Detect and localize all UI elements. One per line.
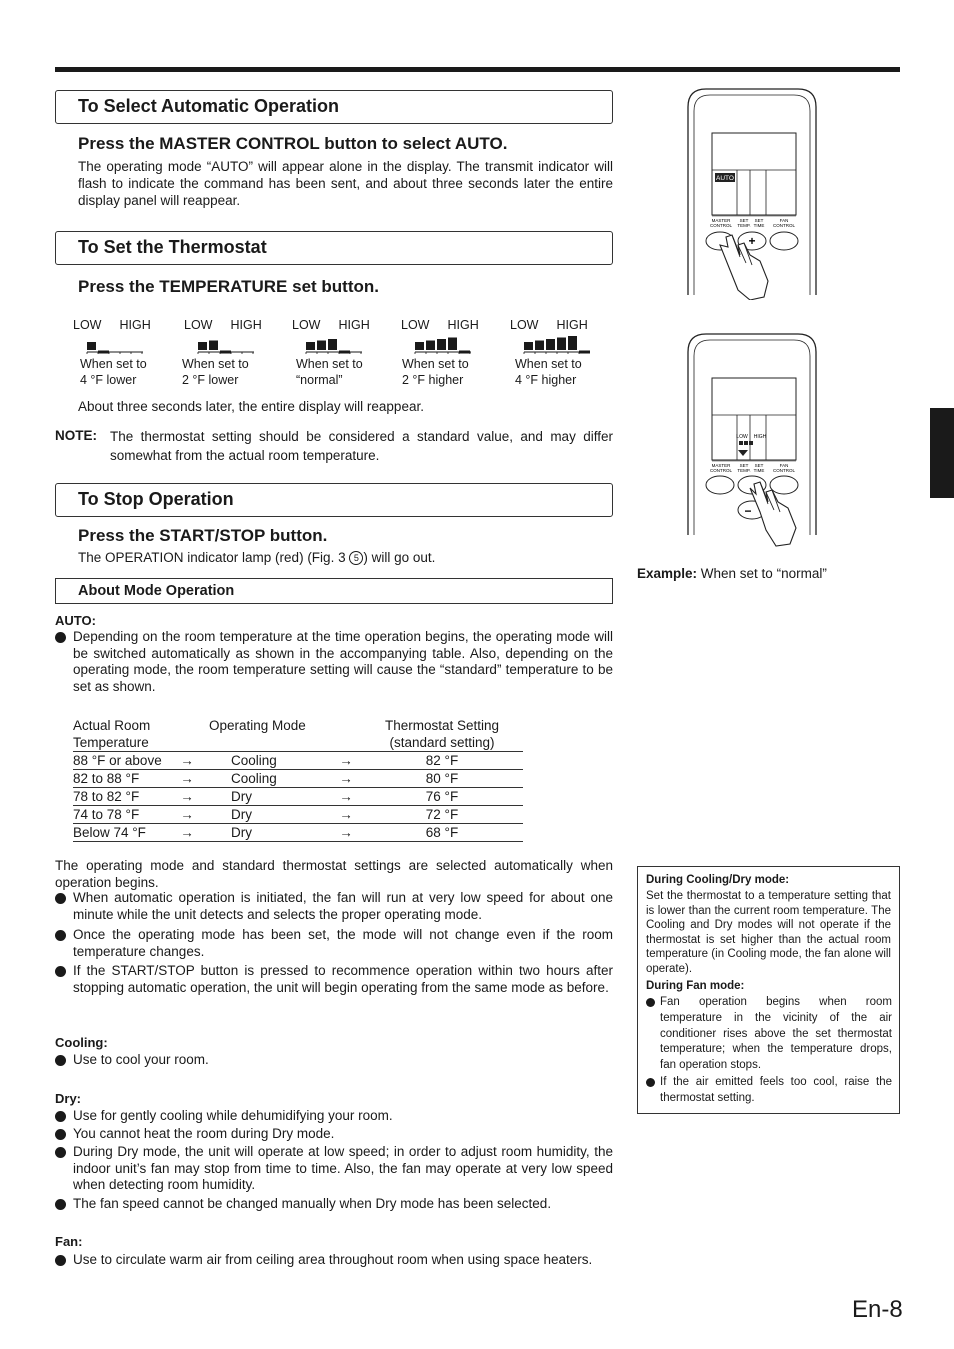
section-auto-subheading: Press the MASTER CONTROL button to select AUTO. (78, 134, 508, 153)
page-number: En-8 (852, 1296, 903, 1323)
high-label: HIGH (119, 318, 151, 332)
level-bar-icon (85, 332, 165, 354)
auto-behavior-bullet-1: When automatic operation is initiated, the fan will run at very low speed for about one minute while the unit detects and selects the proper operating mode. (55, 890, 613, 923)
bullet-dot (55, 1147, 66, 1158)
note-text: The thermostat setting should be considered a standard value, and may differ somewhat from the actual room temperature. (110, 429, 613, 463)
svg-text:FAN: FAN (779, 463, 789, 468)
section-stop-body: The OPERATION indicator lamp (red) (Fig. 3 5 ) will go out. (78, 550, 436, 565)
svg-text:CONTROL: CONTROL (709, 468, 733, 473)
svg-text:MASTER: MASTER (711, 463, 731, 468)
svg-text:TEMP.: TEMP. (737, 468, 751, 473)
svg-text:TIME: TIME (753, 223, 765, 228)
svg-text:MASTER: MASTER (711, 218, 731, 223)
dry-bullet-1: Use for gently cooling while dehumidifying your room. (55, 1108, 613, 1125)
section-stop-title: To Stop Operation (78, 489, 234, 509)
level-bar-icon (304, 332, 384, 354)
table-row: 88 °F or above → Cooling → 82 °F (73, 752, 523, 770)
level-caption: When set to 4 °F lower (80, 357, 147, 387)
svg-text:TEMP.: TEMP. (737, 223, 751, 228)
bullet-dot (646, 998, 655, 1007)
about-mode-header (55, 578, 613, 604)
level-caption: When set to 2 °F lower (182, 357, 249, 387)
top-rule (55, 67, 900, 72)
remote-illustration-auto (680, 85, 825, 300)
auto-label: AUTO: (55, 613, 96, 628)
thermostat-level-2 (182, 318, 280, 387)
section-auto-header (55, 90, 613, 124)
bullet-dot (55, 1255, 66, 1266)
level-caption: When set to “normal” (296, 357, 363, 387)
remote-low-label: LOW (736, 434, 748, 440)
bullet-dot (55, 893, 66, 904)
high-label: HIGH (556, 318, 588, 332)
auto-behavior-bullet-3: If the START/STOP button is pressed to recommence operation within two hours after stopping automatic operation, the unit will begin operating from the same mode as before. (55, 963, 613, 996)
thermostat-level-5 (510, 318, 606, 387)
fan-label: Fan: (55, 1234, 83, 1249)
section-auto-title: To Select Automatic Operation (78, 96, 340, 116)
level-bar-icon (522, 332, 602, 354)
table-row: Below 74 °F → Dry → 68 °F (73, 824, 523, 842)
bullet-dot (55, 1199, 66, 1210)
level-bar-icon (413, 332, 493, 354)
dry-bullet-2: You cannot heat the room during Dry mode. (55, 1126, 613, 1143)
section-auto-body: The operating mode “AUTO” will appear alone in the display. The transmit indicator will flash to indicate the command has been sent, and about three seconds later the entire display panel will reappear. (78, 159, 613, 208)
svg-text:CONTROL: CONTROL (772, 223, 796, 228)
bullet-dot (55, 966, 66, 977)
high-label: HIGH (230, 318, 262, 332)
section-stop-header (55, 483, 613, 517)
section-tab-marker (930, 408, 954, 498)
svg-text:SET: SET (754, 463, 764, 468)
remote-display-mode: AUTO (716, 175, 734, 182)
remote-illustration-thermostat (680, 330, 825, 555)
cooling-bullet-1: Use to cool your room. (55, 1052, 613, 1069)
section-stop-subheading: Press the START/STOP button. (78, 526, 328, 545)
svg-text:−: − (744, 504, 752, 518)
thermostat-level-3 (292, 318, 388, 387)
level-caption: When set to 2 °F higher (402, 357, 469, 387)
thermostat-level-1 (73, 318, 169, 387)
thermostat-level-4 (401, 318, 497, 387)
bullet-dot (55, 632, 66, 643)
example-caption: Example: When set to “normal” (637, 566, 827, 581)
level-bar-icon (196, 332, 276, 354)
auto-bullet: Depending on the room temperature at the time operation begins, the operating mode will be switched automatically as shown in the accompanying table. Also, depending on the operating mode, the room temperature setting will cause the “standard” temperature to be set as shown. (55, 629, 613, 695)
section-thermostat-subheading: Press the TEMPERATURE set button. (78, 277, 379, 296)
low-label: LOW (292, 318, 321, 332)
about-mode-title: About Mode Operation (78, 583, 235, 599)
section-thermostat-title: To Set the Thermostat (78, 237, 267, 257)
after-table-intro: The operating mode and standard thermostat settings are selected automatically when operation begins. (55, 858, 613, 890)
dry-label: Dry: (55, 1091, 82, 1106)
side-note-box (637, 866, 900, 1114)
fan-mode-bullet-1: Fan operation begins when room temperature in the vicinity of the air conditioner rises above the set thermostat temperature; when the temperature drops, fan operation stops. (646, 995, 892, 1074)
low-label: LOW (401, 318, 430, 332)
header-operating-mode: Operating Mode (209, 718, 306, 733)
table-header-row (73, 717, 523, 752)
bullet-dot (646, 1078, 655, 1087)
cooling-dry-text: Set the thermostat to a temperature setting that is lower than the current room temperature. The Cooling and Dry modes will not operate if the thermostat is set higher than the actual room temperature (in Cooling mode, the fan alone will operate). (646, 890, 891, 975)
high-label: HIGH (447, 318, 479, 332)
svg-text:SET: SET (739, 463, 749, 468)
svg-text:TIME: TIME (753, 468, 765, 473)
bullet-dot (55, 930, 66, 941)
table-row: 82 to 88 °F → Cooling → 80 °F (73, 770, 523, 788)
table-row: 74 to 78 °F → Dry → 72 °F (73, 806, 523, 824)
svg-text:CONTROL: CONTROL (709, 223, 733, 228)
circled-number: 5 (349, 551, 363, 565)
bullet-dot (55, 1129, 66, 1140)
svg-text:SET: SET (739, 218, 749, 223)
section-thermostat-header (55, 231, 613, 265)
cooling-dry-label: During Cooling/Dry mode: (646, 874, 790, 886)
cooling-label: Cooling: (55, 1035, 108, 1050)
fan-mode-bullet-2: If the air emitted feels too cool, raise the thermostat setting. (646, 1075, 892, 1107)
svg-text:FAN: FAN (779, 218, 789, 223)
auto-behavior-bullet-2: Once the operating mode has been set, the mode will not change even if the room temperature changes. (55, 927, 613, 960)
mode-table (73, 717, 523, 842)
note-label: NOTE: (55, 428, 97, 443)
level-caption: When set to 4 °F higher (515, 357, 582, 387)
table-row: 78 to 82 °F → Dry → 76 °F (73, 788, 523, 806)
fan-mode-label: During Fan mode: (646, 980, 745, 992)
low-label: LOW (184, 318, 213, 332)
high-label: HIGH (338, 318, 370, 332)
svg-text:+: + (748, 234, 756, 248)
header-actual-room: Actual Room Temperature (73, 718, 151, 750)
bullet-dot (55, 1055, 66, 1066)
thermostat-after-text: About three seconds later, the entire display will reappear. (78, 399, 424, 414)
svg-text:CONTROL: CONTROL (772, 468, 796, 473)
bullet-dot (55, 1111, 66, 1122)
low-label: LOW (510, 318, 539, 332)
fan-bullet-1: Use to circulate warm air from ceiling area throughout room when using space heaters. (55, 1252, 613, 1269)
dry-bullet-4: The fan speed cannot be changed manually when Dry mode has been selected. (55, 1196, 613, 1213)
svg-text:SET: SET (754, 218, 764, 223)
remote-high-label: HIGH (753, 434, 767, 440)
dry-bullet-3: During Dry mode, the unit will operate at low speed; in order to adjust room humidity, the indoor unit’s fan may stop from time to time. Also, the fan may operate at very low speed when detecting room humidity. (55, 1144, 613, 1194)
header-thermostat-setting: Thermostat Setting (standard setting) (384, 718, 500, 750)
low-label: LOW (73, 318, 102, 332)
